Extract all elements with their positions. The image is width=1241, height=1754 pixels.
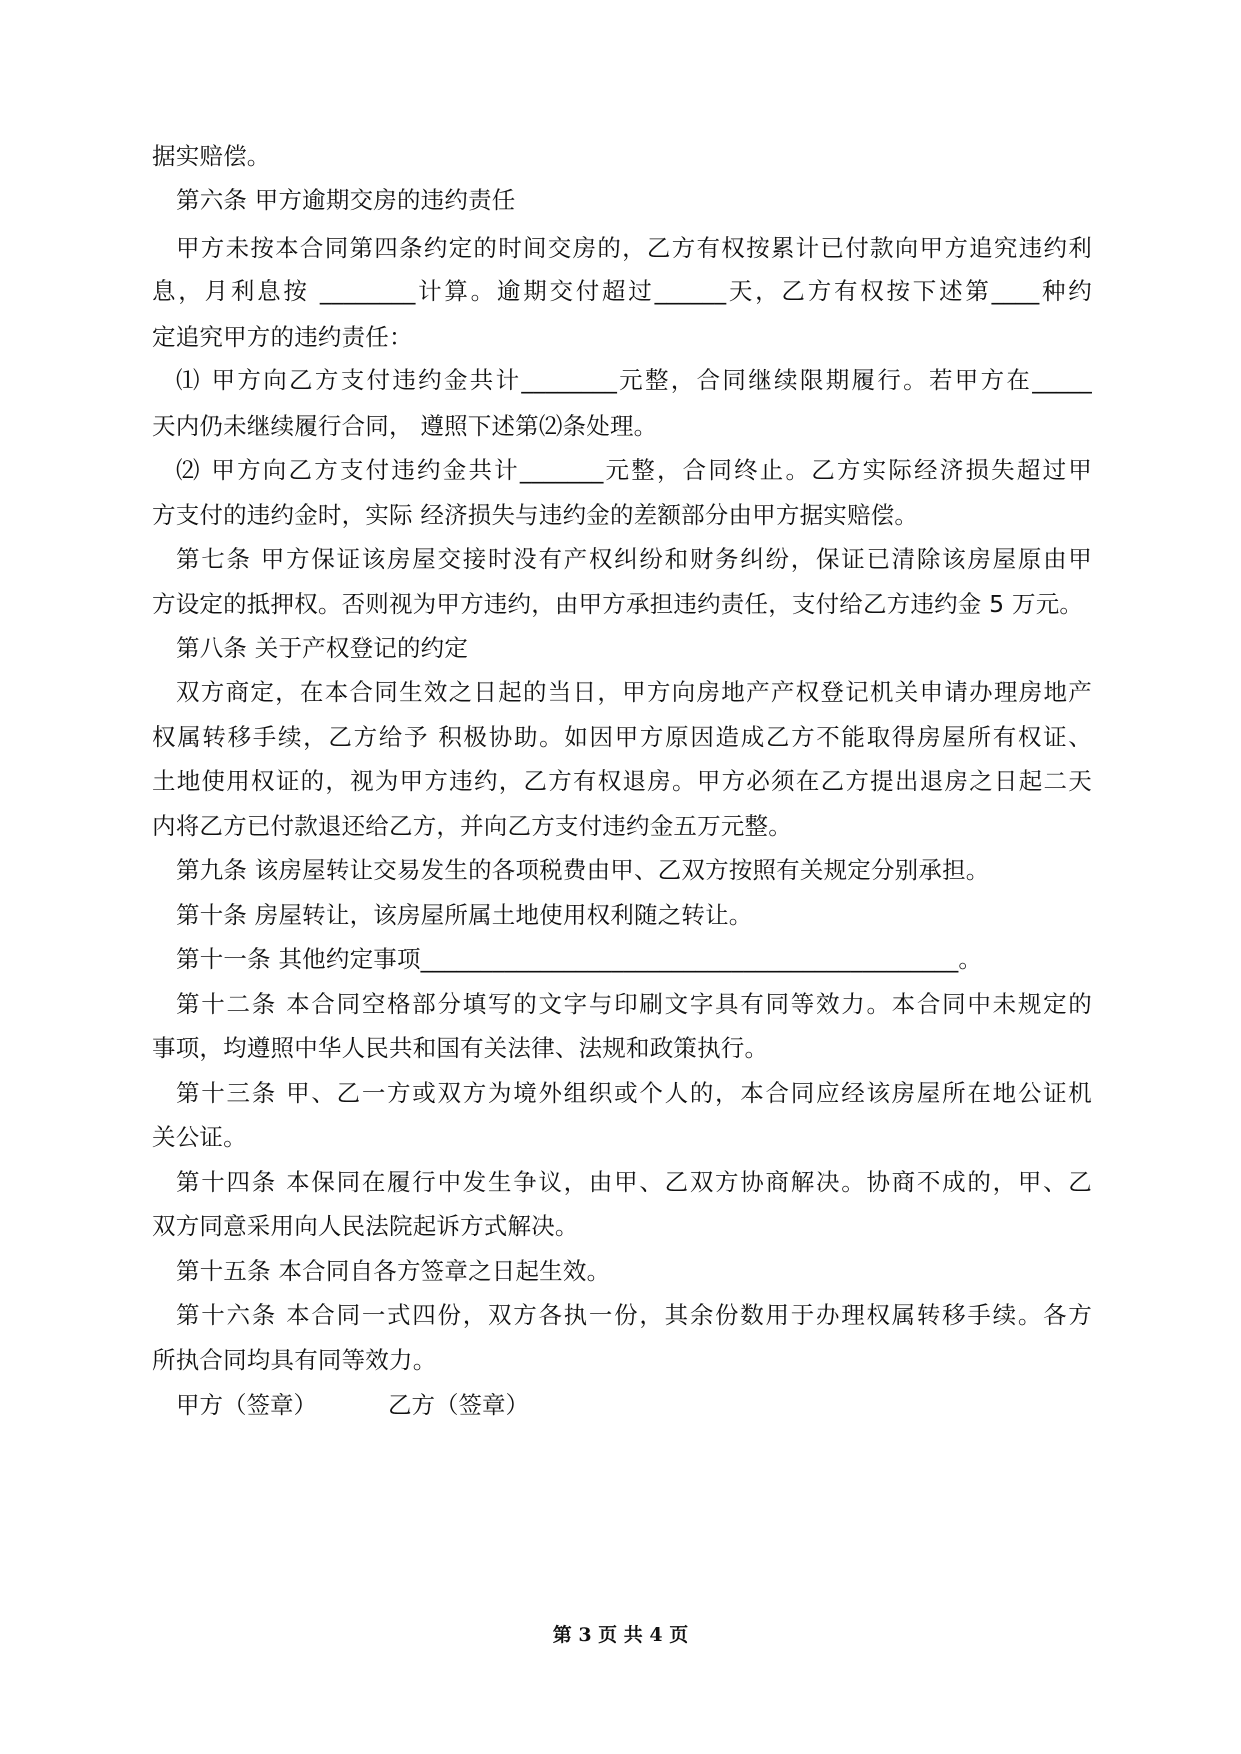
article-heading: 第十五条 本合同自各方签章之日起生效。 [176,1257,611,1285]
text-line: 双方同意采用向人民法院起诉方式解决。 [152,1212,579,1240]
text-line: 甲方未按本合同第四条约定的时间交房的，乙方有权按累计已付款向甲方追究违约利 [176,234,1092,262]
text-line: 双方商定，在本合同生效之日起的当日，甲方向房地产产权登记机关申请办理房地产 [176,678,1092,706]
article-heading: 第十四条 本保同在履行中发生争议，由甲、乙双方协商解决。协商不成的，甲、乙 [176,1168,1092,1196]
text-line: 据实赔偿。 [152,142,271,170]
article-heading: 第十六条 本合同一式四份，双方各执一份，其余份数用于办理权属转移手续。各方 [176,1301,1092,1329]
text-line: 方支付的违约金时，实际 经济损失与违约金的差额部分由甲方据实赔偿。 [152,501,919,529]
text-line: ⑵ 甲方向乙方支付违约金共计_______元整，合同终止。乙方实际经济损失超过甲 [176,456,1092,484]
article-heading: 第十条 房屋转让，该房屋所属土地使用权利随之转让。 [176,901,753,929]
text-line: 土地使用权证的，视为甲方违约，乙方有权退房。甲方必须在乙方提出退房之日起二天 [152,767,1092,795]
article-heading: 第六条 甲方逾期交房的违约责任 [176,186,516,214]
text-line: ⑴ 甲方向乙方支付违约金共计________元整，合同继续限期履行。若甲方在_____ [176,366,1092,394]
party-a-signature-label: 甲方（签章） [176,1391,317,1419]
party-b-signature-label: 乙方（签章） [388,1391,529,1419]
page-footer: 第 3 页 共 4 页 [552,1624,689,1646]
text-line: 关公证。 [152,1123,247,1151]
text-line: 息，月利息按 ________计算。逾期交付超过______天，乙方有权按下述第____种约 [152,277,1092,305]
article-heading: 第十三条 甲、乙一方或双方为境外组织或个人的，本合同应经该房屋所在地公证机 [176,1079,1092,1107]
article-heading: 第十二条 本合同空格部分填写的文字与印刷文字具有同等效力。本合同中未规定的 [176,990,1092,1018]
text-line: 权属转移手续，乙方给予 积极协助。如因甲方原因造成乙方不能取得房屋所有权证、 [152,723,1092,751]
article-heading: 第七条 甲方保证该房屋交接时没有产权纠纷和财务纠纷，保证已清除该房屋原由甲 [176,545,1092,573]
text-line: 方设定的抵押权。否则视为甲方违约，由甲方承担违约责任，支付给乙方违约金 5 万元。 [152,590,1084,618]
text-line: 定追究甲方的违约责任： [152,323,413,351]
article-heading: 第八条 关于产权登记的约定 [176,634,469,662]
text-line: 事项，均遵照中华人民共和国有关法律、法规和政策执行。 [152,1034,769,1062]
text-line: 内将乙方已付款退还给乙方，并向乙方支付违约金五万元整。 [152,812,792,840]
text-line: 所执合同均具有同等效力。 [152,1346,437,1374]
article-heading: 第十一条 其他约定事项_____________________________________________。 [176,945,983,973]
text-line: 天内仍未继续履行合同， 遵照下述第⑵条处理。 [152,412,658,440]
article-heading: 第九条 该房屋转让交易发生的各项税费由甲、乙双方按照有关规定分别承担。 [176,856,990,884]
